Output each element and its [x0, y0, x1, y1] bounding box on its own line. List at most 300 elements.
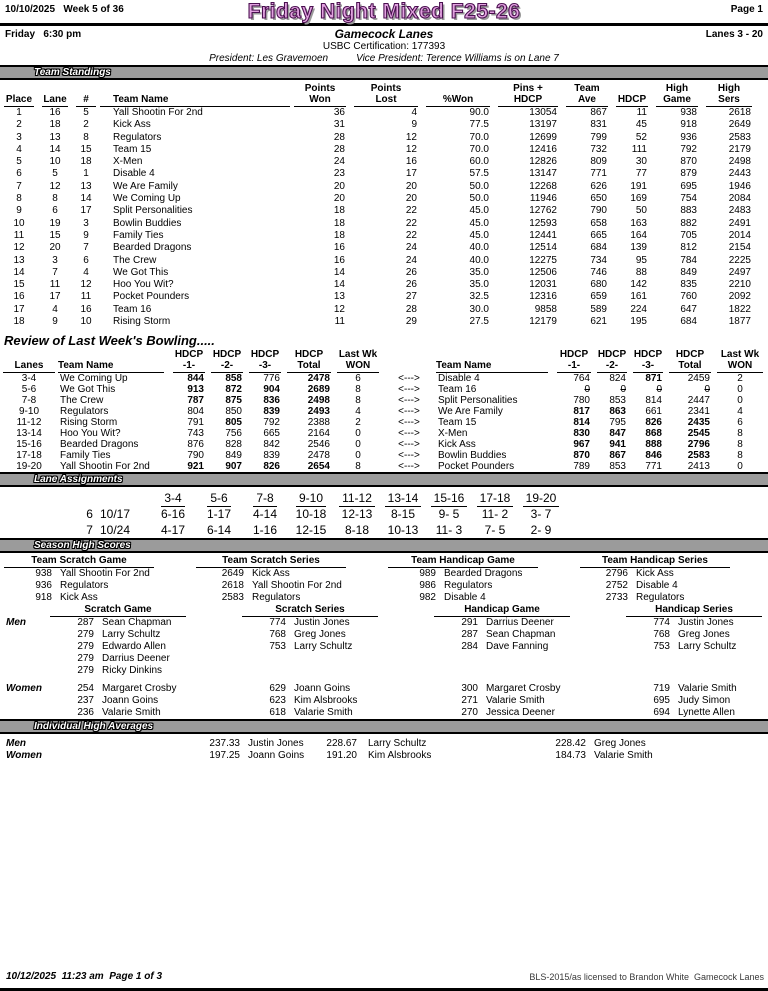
- team-name: We Are Family: [438, 406, 503, 418]
- col-hdcp-total: Total: [669, 360, 711, 373]
- team-name: Regulators: [636, 592, 685, 604]
- high-game: 938: [680, 107, 697, 118]
- pct-won: 30.0: [469, 303, 489, 315]
- bowler-score: 279: [77, 629, 94, 641]
- high-score-entry: [192, 629, 384, 641]
- team-name: Regulators: [60, 406, 109, 418]
- points-lost: 20: [405, 180, 417, 192]
- place: 1: [16, 107, 22, 118]
- last-wk-won: 8: [355, 384, 361, 396]
- hdcp-game-1: 913: [187, 384, 204, 396]
- vice-president-label: Vice President: Terence Williams is on Lane 7: [356, 53, 559, 64]
- points-lost: 20: [405, 193, 417, 205]
- team-ave: 771: [590, 168, 607, 180]
- versus-arrow: <--->: [398, 395, 420, 407]
- high-series: 2491: [728, 217, 751, 229]
- pins-plus-hdcp: 12316: [529, 291, 557, 303]
- bowler-score: 287: [461, 629, 478, 641]
- team-name: Regulators: [444, 580, 493, 592]
- high-game: 849: [680, 266, 697, 278]
- points-lost: 4: [411, 107, 417, 118]
- team-pairing: 4-14: [252, 507, 278, 522]
- hdcp-game-3: 0: [656, 384, 662, 396]
- matchup-row: [0, 373, 768, 384]
- last-wk-won: 4: [355, 406, 361, 418]
- bowler-score: 768: [269, 629, 286, 641]
- lane: 9: [52, 316, 58, 328]
- last-wk-won: 0: [355, 428, 361, 440]
- team-name: Kick Ass: [636, 568, 674, 580]
- standings-row: [0, 279, 768, 291]
- team-number: 17: [80, 205, 92, 217]
- hdcp-game-2: 828: [225, 439, 242, 451]
- bowler-name: Lynette Allen: [678, 707, 735, 719]
- matchup-row: [0, 439, 768, 450]
- team-score: 2752: [605, 580, 628, 592]
- standings-header: Place Lane # Team Name Points Won Points Lost %Won Pins + HDCP Team Ave HDCP High Game High Sers: [0, 83, 768, 107]
- team-score: 2796: [605, 568, 628, 580]
- hdcp-game-3: 839: [263, 406, 280, 418]
- bowler-score: 270: [461, 707, 478, 719]
- points-won: 18: [333, 229, 345, 241]
- team-number: 1: [83, 168, 89, 180]
- bowler-score: 300: [461, 683, 478, 695]
- team-number: 9: [83, 229, 89, 241]
- last-wk-won: 0: [355, 450, 361, 462]
- lanes: 3-4: [21, 373, 37, 385]
- team-name: Yall Shootin For 2nd: [252, 580, 342, 592]
- high-score-entry: [192, 641, 384, 653]
- high-score-entry: [384, 580, 576, 592]
- individual-category-column: [192, 604, 384, 677]
- hdcp-game-3: 846: [645, 450, 662, 462]
- hdcp-game-1: 817: [573, 406, 590, 418]
- team-name: We Got This: [113, 266, 169, 278]
- bowler-name: Margaret Crosby: [486, 683, 561, 695]
- bowler-name: Valarie Smith: [678, 683, 737, 695]
- season-high-bar: [0, 538, 768, 553]
- high-score-entry: [0, 653, 192, 665]
- bowler-name: Judy Simon: [678, 695, 731, 707]
- hdcp: 11: [636, 107, 647, 118]
- lane-header-spacer: [0, 490, 150, 506]
- pct-won: 60.0: [469, 156, 489, 168]
- standings-row: [0, 119, 768, 131]
- high-score-entry: [576, 641, 768, 653]
- bowler-name: Justin Jones: [248, 738, 304, 750]
- col-lanes: Lanes: [3, 360, 55, 373]
- lane-pair-header: 13-14: [380, 490, 426, 506]
- hdcp-game-3: 868: [645, 428, 662, 440]
- hdcp-total: 2435: [687, 417, 710, 429]
- bowler-score: 774: [269, 617, 286, 629]
- points-lost: 26: [405, 266, 417, 278]
- last-wk-won: 0: [737, 461, 743, 473]
- hdcp-game-3: 776: [263, 373, 280, 385]
- team-ave: 746: [590, 266, 607, 278]
- week-date-label: [0, 522, 150, 538]
- hdcp-game-2: 805: [225, 417, 242, 429]
- standings-row: [0, 144, 768, 156]
- standings-row: [0, 107, 768, 119]
- bowler-score: 279: [77, 665, 94, 677]
- hdcp-game-1: 804: [187, 406, 204, 418]
- average-value: 191.20: [326, 750, 357, 762]
- versus-arrow: <--->: [398, 450, 420, 462]
- pct-won: 35.0: [469, 279, 489, 291]
- average-value: 184.73: [555, 750, 586, 762]
- high-game: 835: [680, 279, 697, 291]
- hdcp-game-2: 941: [609, 439, 626, 451]
- pct-won: 32.5: [469, 291, 489, 303]
- pins-plus-hdcp: 13197: [529, 119, 557, 131]
- high-score-entry: [192, 568, 384, 580]
- col-points-won: Won: [294, 94, 346, 107]
- points-won: 12: [333, 303, 345, 315]
- team-pairing: 7- 5: [484, 523, 506, 538]
- hdcp-game-2: 853: [609, 395, 626, 407]
- standings-body: [0, 107, 768, 328]
- points-lost: 28: [405, 303, 417, 315]
- bowler-score: 618: [269, 707, 286, 719]
- hdcp-game-2: 875: [225, 395, 242, 407]
- high-score-entry: [0, 592, 192, 604]
- hdcp: 191: [630, 180, 647, 192]
- hdcp-total: 2654: [307, 461, 330, 473]
- average-value: 197.25: [209, 750, 240, 762]
- president-label: President: Les Gravemoen: [209, 53, 329, 64]
- points-won: 14: [333, 266, 345, 278]
- high-score-entry: [576, 568, 768, 580]
- hdcp-game-3: 826: [263, 461, 280, 473]
- team-category-column: [192, 555, 384, 604]
- lanes: 19-20: [16, 461, 42, 473]
- high-series: 2225: [728, 254, 751, 266]
- lane: 12: [49, 180, 61, 192]
- officers-line: [0, 53, 768, 65]
- pct-won: 27.5: [469, 316, 489, 328]
- high-series: 2092: [728, 291, 751, 303]
- bowler-name: Justin Jones: [294, 617, 350, 629]
- hdcp: 95: [635, 254, 647, 266]
- bowler-score: 623: [269, 695, 286, 707]
- team-name: We Are Family: [113, 180, 178, 192]
- last-wk-won: 0: [737, 395, 743, 407]
- high-series: 2483: [728, 205, 751, 217]
- team-name: Rising Storm: [60, 417, 118, 429]
- team-name: Bearded Dragons: [113, 242, 192, 254]
- team-pairing: 8-18: [344, 523, 370, 538]
- lane: 16: [49, 107, 61, 118]
- usbc-certification: USBC Certification: 177393: [322, 41, 446, 52]
- team-pairing: 6-16: [160, 507, 186, 522]
- standings-row: [0, 168, 768, 180]
- hdcp-game-3: 871: [645, 373, 662, 385]
- hdcp-game-2: 824: [609, 373, 626, 385]
- points-won: 14: [333, 279, 345, 291]
- pct-won: 40.0: [469, 242, 489, 254]
- bowler-score: 629: [269, 683, 286, 695]
- lane: 3: [52, 254, 58, 266]
- points-won: 24: [333, 156, 345, 168]
- pct-won: 35.0: [469, 266, 489, 278]
- league-title: Friday Night Mixed F25-26: [247, 0, 521, 23]
- bowler-name: Jessica Deener: [486, 707, 555, 719]
- footer-date-page: 10/12/2025 11:23 am Page 1 of 3: [6, 971, 163, 982]
- bowler-name: Valarie Smith: [486, 695, 545, 707]
- high-game: 647: [680, 303, 697, 315]
- standings-row: [0, 132, 768, 144]
- team-pairing: 1-16: [252, 523, 278, 538]
- bowler-score: 695: [653, 695, 670, 707]
- team-name: Regulators: [60, 580, 109, 592]
- bowler-name: Joann Goins: [294, 683, 351, 695]
- hdcp-game-2: 849: [225, 450, 242, 462]
- team-score: 2649: [221, 568, 244, 580]
- high-series: 1877: [728, 316, 751, 328]
- category-title: Handicap Game: [434, 604, 570, 617]
- place: 13: [13, 254, 25, 266]
- lane-pair-header: 3-4: [150, 490, 196, 506]
- bowler-score: 694: [653, 707, 670, 719]
- team-name: Hoo You Wit?: [60, 428, 121, 440]
- week-date: 10/17: [99, 507, 130, 522]
- lane: 11: [49, 279, 61, 291]
- team-pairing: 2- 9: [530, 523, 552, 538]
- team-pairing: 6-14: [206, 523, 232, 538]
- place: 16: [13, 291, 25, 303]
- lane: 13: [49, 131, 61, 143]
- place: 7: [16, 180, 22, 192]
- team-ave: 626: [590, 180, 607, 192]
- high-score-entry: [384, 641, 576, 653]
- team-pairing: 1-17: [206, 507, 232, 522]
- team-score: 986: [419, 580, 436, 592]
- matchup-row: [0, 461, 768, 472]
- pins-plus-hdcp: 12593: [529, 217, 557, 229]
- lane: 5: [52, 168, 58, 180]
- day-time-label: Friday 6:30 pm: [5, 29, 82, 40]
- individual-men-high-scores: [0, 604, 768, 677]
- pct-won: 50.0: [469, 193, 489, 205]
- lane-assignment-row: [0, 506, 768, 522]
- hdcp-total: 2796: [687, 439, 710, 451]
- high-series: 2014: [728, 229, 751, 241]
- hdcp-game-1: 0: [584, 384, 590, 396]
- hdcp-game-3: 904: [263, 384, 280, 396]
- team-name: We Coming Up: [113, 193, 181, 205]
- bowler-name: Justin Jones: [678, 617, 734, 629]
- standings-row: [0, 205, 768, 217]
- review-header: Lanes Team Name HDCP -1- HDCP -2- HDCP -3- HDCP Total Last Wk WON Team Name HDCP -1- HDCP -2- HDCP -3- HDCP Total Last Wk WON: [0, 349, 768, 373]
- bowler-name: Joann Goins: [102, 695, 159, 707]
- points-lost: 17: [405, 168, 417, 180]
- bowler-name: Sean Chapman: [102, 617, 172, 629]
- points-lost: 12: [405, 131, 417, 143]
- bowler-name: Larry Schultz: [294, 641, 353, 653]
- lane-pair-header: 17-18: [472, 490, 518, 506]
- team-ave: 831: [590, 119, 607, 131]
- lane: 10: [49, 156, 61, 168]
- team-category-column: [384, 555, 576, 604]
- high-score-entry: [0, 695, 192, 707]
- bowler-name: Greg Jones: [678, 629, 730, 641]
- col-team-name: Team Name: [436, 360, 548, 373]
- team-number: 5: [83, 107, 89, 118]
- high-series: 2084: [728, 193, 751, 205]
- team-name: Regulators: [113, 131, 162, 143]
- hdcp-game-2: 872: [225, 384, 242, 396]
- bowler-name: Sean Chapman: [486, 629, 556, 641]
- team-number: 14: [80, 193, 92, 205]
- lane-pair-header: 9-10: [288, 490, 334, 506]
- bowler-score: 768: [653, 629, 670, 641]
- lane: 19: [49, 217, 61, 229]
- col-hdcp-2: -2-: [597, 360, 627, 373]
- col-number: #: [76, 94, 96, 107]
- lane-pair-header: 11-12: [334, 490, 380, 506]
- pins-plus-hdcp: 12268: [529, 180, 557, 192]
- bowler-name: Ricky Dinkins: [102, 665, 163, 677]
- page-header-row1: [0, 0, 768, 23]
- col-team-name: Team Name: [58, 360, 164, 373]
- team-name: Team 15: [438, 417, 477, 429]
- points-won: 13: [333, 291, 345, 303]
- pct-won: 57.5: [469, 168, 489, 180]
- hdcp-total: 2164: [307, 428, 330, 440]
- team-name: X-Men: [113, 156, 143, 168]
- team-number: 3: [83, 217, 89, 229]
- individual-women-high-scores: [0, 683, 768, 719]
- points-won: 18: [333, 205, 345, 217]
- col-lane: Lane: [43, 94, 67, 105]
- pins-plus-hdcp: 12275: [529, 254, 557, 266]
- standings-row: [0, 242, 768, 254]
- standings-row: [0, 218, 768, 230]
- team-name: Disable 4: [438, 373, 480, 385]
- hdcp-game-3: 814: [645, 395, 662, 407]
- individual-category-column: [576, 683, 768, 719]
- bowler-name: Dave Fanning: [486, 641, 549, 653]
- pins-plus-hdcp: 12441: [529, 229, 557, 241]
- versus-arrow: <--->: [398, 406, 420, 418]
- team-name: Regulators: [252, 592, 301, 604]
- individual-high-averages: [0, 738, 768, 762]
- bowler-score: 254: [77, 683, 94, 695]
- high-score-entry: [192, 695, 384, 707]
- team-ave: 589: [590, 303, 607, 315]
- hdcp-game-2: 907: [225, 461, 242, 473]
- lane-assignment-row: [0, 522, 768, 538]
- team-category-column: [0, 555, 192, 604]
- team-standings-bar-label: Team Standings: [34, 67, 111, 78]
- team-category-column: [576, 555, 768, 604]
- team-number: 10: [80, 316, 92, 328]
- standings-row: [0, 193, 768, 205]
- place: 3: [16, 131, 22, 143]
- pins-plus-hdcp: 12031: [529, 279, 557, 291]
- points-lost: 29: [405, 316, 417, 328]
- team-name: The Crew: [60, 395, 104, 407]
- bowler-score: 237: [77, 695, 94, 707]
- footer-license: BLS-2015/as licensed to Brandon White Gamecock Lanes: [529, 972, 764, 982]
- pct-won: 40.0: [469, 254, 489, 266]
- standings-row: [0, 291, 768, 303]
- pins-plus-hdcp: 12699: [529, 131, 557, 143]
- bowler-score: 753: [269, 641, 286, 653]
- team-name: Split Personalities: [113, 205, 193, 217]
- team-name: The Crew: [113, 254, 157, 266]
- lanes: 13-14: [16, 428, 42, 440]
- team-score: 918: [35, 592, 52, 604]
- hdcp: 142: [630, 279, 647, 291]
- hdcp-total: 2583: [687, 450, 710, 462]
- team-name: Bowlin Buddies: [113, 217, 182, 229]
- hdcp-total: 2689: [307, 384, 330, 396]
- bowler-name: Darrius Deener: [486, 617, 554, 629]
- high-score-entry: [576, 592, 768, 604]
- bowler-score: 284: [461, 641, 478, 653]
- hdcp-total: 2478: [307, 450, 330, 462]
- bowler-score: 279: [77, 641, 94, 653]
- individual-category-column: [0, 604, 192, 677]
- hdcp: 139: [630, 242, 647, 254]
- high-game: 879: [680, 168, 697, 180]
- date-week-label: 10/10/2025 Week 5 of 36: [5, 4, 124, 15]
- team-number: 2: [83, 119, 89, 131]
- team-high-scores: [0, 555, 768, 604]
- week-number: 7: [86, 523, 93, 538]
- category-title: Handicap Series: [626, 604, 762, 617]
- pins-plus-hdcp: 12416: [529, 143, 557, 155]
- col-team-ave: Ave: [566, 94, 608, 107]
- hdcp-game-1: 743: [187, 428, 204, 440]
- pct-won: 45.0: [469, 229, 489, 241]
- week-date: 10/24: [99, 523, 130, 538]
- team-number: 6: [83, 254, 89, 266]
- hdcp-game-3: 792: [263, 417, 280, 429]
- bowler-score: 753: [653, 641, 670, 653]
- hdcp-game-3: 661: [645, 406, 662, 418]
- team-score: 2733: [605, 592, 628, 604]
- high-series: 2583: [728, 131, 751, 143]
- team-pairing: 10-18: [295, 507, 327, 522]
- team-name: X-Men: [438, 428, 468, 440]
- team-number: 7: [83, 242, 89, 254]
- pins-plus-hdcp: 13054: [529, 107, 557, 118]
- points-won: 20: [333, 193, 345, 205]
- lane: 4: [52, 303, 58, 315]
- hdcp-game-1: 789: [573, 461, 590, 473]
- col-hdcp-1: -1-: [557, 360, 591, 373]
- individual-category-column: [192, 683, 384, 719]
- team-ave: 621: [590, 316, 607, 328]
- hdcp-total: 2459: [687, 373, 710, 385]
- high-score-entry: [576, 580, 768, 592]
- col-points-lost: Lost: [354, 94, 418, 107]
- team-name: Kick Ass: [438, 439, 476, 451]
- season-high-bar-label: Season High Scores: [34, 540, 131, 552]
- points-won: 31: [333, 119, 345, 131]
- bowler-score: 774: [653, 617, 670, 629]
- col-hdcp-3: -3-: [633, 360, 663, 373]
- hdcp-game-2: 850: [225, 406, 242, 418]
- points-lost: 16: [405, 156, 417, 168]
- bowler-name: Kim Alsbrooks: [294, 695, 358, 707]
- team-name: Pocket Pounders: [438, 461, 515, 473]
- last-wk-won: 8: [355, 395, 361, 407]
- hdcp: 195: [630, 316, 647, 328]
